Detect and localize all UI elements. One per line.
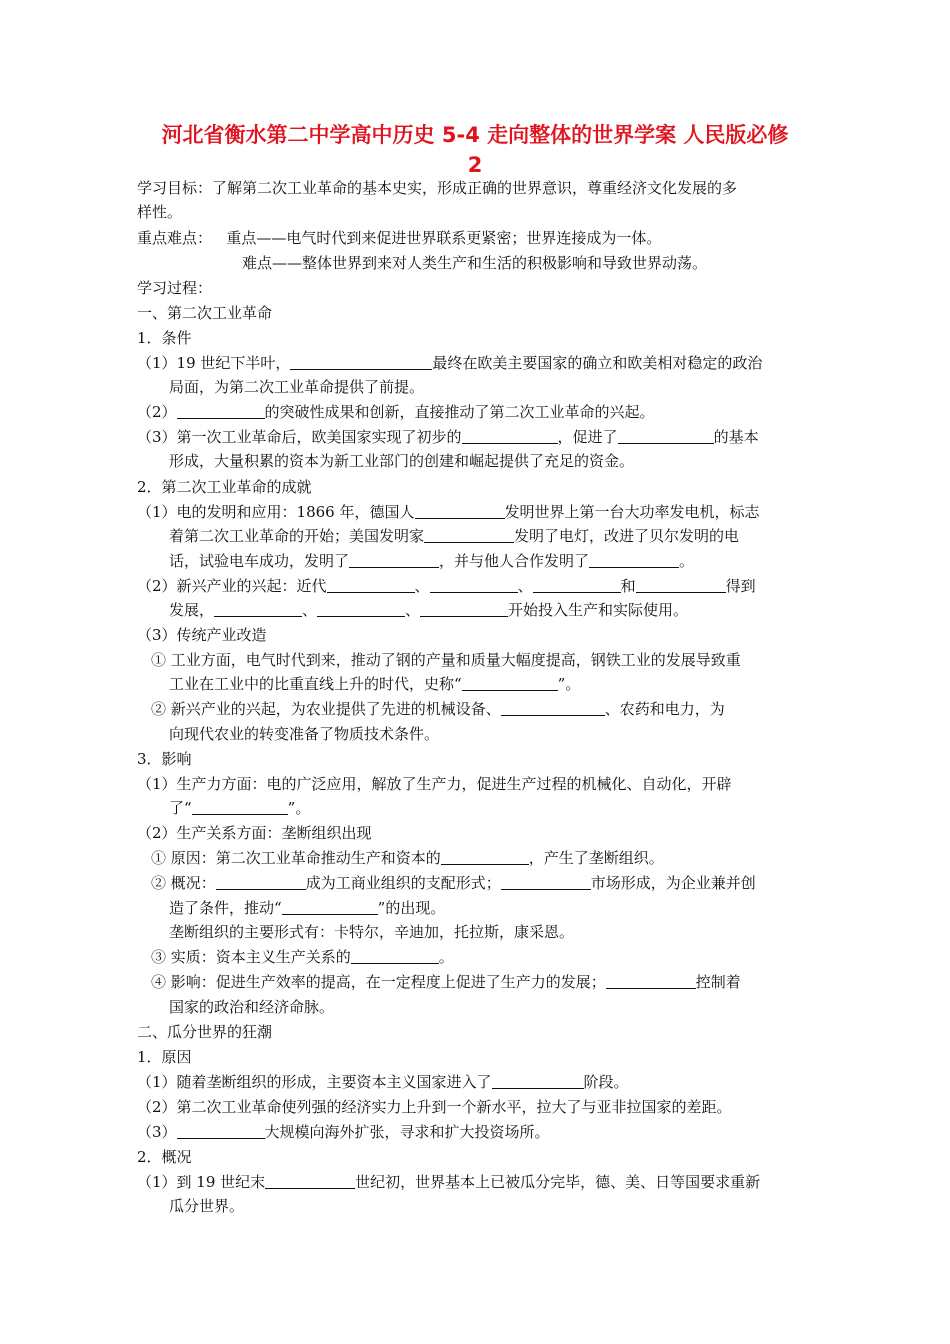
fill-blank[interactable] bbox=[420, 600, 508, 617]
fill-blank[interactable] bbox=[424, 526, 514, 543]
text: 、 bbox=[405, 601, 421, 619]
fill-blank[interactable] bbox=[492, 1072, 584, 1089]
text: 造了条件，推动“ bbox=[169, 899, 282, 917]
fill-blank[interactable] bbox=[290, 353, 432, 370]
fill-blank[interactable] bbox=[192, 798, 288, 815]
text: （2）新兴产业的兴起：近代 bbox=[137, 577, 327, 595]
keypoints-label: 重点难点： bbox=[137, 229, 213, 247]
objective-line-2: 样性。 bbox=[137, 203, 183, 221]
text: 。 bbox=[438, 948, 454, 966]
fill-blank[interactable] bbox=[349, 551, 439, 568]
s1-c1-item-3-cont: 形成，大量积累的资本为新工业部门的创建和崛起提供了充足的资金。 bbox=[169, 452, 635, 470]
fill-blank[interactable] bbox=[462, 674, 558, 691]
text: 着第二次工业革命的开始；美国发明家 bbox=[169, 527, 425, 545]
text: 控制着 bbox=[695, 973, 741, 991]
s1-c3-item-2-4-cont: 国家的政治和经济命脉。 bbox=[169, 998, 335, 1016]
text: 成为工商业组织的支配形式； bbox=[305, 874, 501, 892]
fill-blank[interactable] bbox=[351, 947, 439, 964]
fill-blank[interactable] bbox=[216, 873, 306, 890]
text: 发展， bbox=[169, 601, 215, 619]
text: （3） bbox=[137, 1123, 177, 1141]
fill-blank[interactable] bbox=[317, 600, 405, 617]
text: （1）电的发明和应用：1866 年，德国人 bbox=[137, 503, 415, 521]
s1-c2-item-3-1: ① 工业方面，电气时代到来，推动了钢的产量和质量大幅度提高，钢铁工业的发展导致重 bbox=[151, 651, 741, 669]
text: 、 bbox=[302, 601, 318, 619]
fill-blank[interactable] bbox=[533, 576, 621, 593]
fill-blank[interactable] bbox=[265, 1172, 355, 1189]
text: ，并与他人合作发明了 bbox=[439, 552, 590, 570]
text: （1）19 世纪下半叶， bbox=[137, 354, 291, 372]
s1-c2-item-3-1-cont bbox=[169, 672, 580, 696]
fill-blank[interactable] bbox=[618, 427, 714, 444]
text: 。 bbox=[679, 552, 695, 570]
objective-line-1: 学习目标：了解第二次工业革命的基本史实，形成正确的世界意识，尊重经济文化发展的多 bbox=[137, 179, 738, 197]
s1-c3-item-2-4 bbox=[151, 970, 741, 994]
s1-c2-heading: 2．第二次工业革命的成就 bbox=[137, 478, 312, 496]
text: 的突破性成果和创新，直接推动了第二次工业革命的兴起。 bbox=[264, 403, 655, 421]
s1-c1-heading: 1．条件 bbox=[137, 329, 192, 347]
s1-c3-item-2-1 bbox=[151, 846, 664, 870]
text: 得到 bbox=[725, 577, 756, 595]
text: 、 bbox=[517, 577, 533, 595]
text: 开始投入生产和实际使用。 bbox=[508, 601, 689, 619]
s2-c1-item-2: （2）第二次工业革命使列强的经济实力上升到一个新水平，拉大了与亚非拉国家的差距。 bbox=[137, 1098, 732, 1116]
text: （2） bbox=[137, 403, 177, 421]
fill-blank[interactable] bbox=[282, 898, 378, 915]
s1-c3-item-2-3 bbox=[151, 945, 454, 969]
text: 话，试验电车成功，发明了 bbox=[169, 552, 350, 570]
text: （1）随着垄断组织的形成，主要资本主义国家进入了 bbox=[137, 1073, 492, 1091]
text: ”。 bbox=[287, 799, 311, 817]
text: ① 原因：第二次工业革命推动生产和资本的 bbox=[151, 849, 441, 867]
text: 和 bbox=[620, 577, 636, 595]
text: （3）第一次工业革命后，欧美国家实现了初步的 bbox=[137, 428, 462, 446]
s1-c2-item-3: （3）传统产业改造 bbox=[137, 626, 267, 644]
fill-blank[interactable] bbox=[441, 848, 529, 865]
text: ”。 bbox=[557, 675, 581, 693]
s2-c2-item-1-cont: 瓜分世界。 bbox=[169, 1197, 245, 1215]
s1-c1-item-1-cont: 局面，为第二次工业革命提供了前提。 bbox=[169, 378, 425, 396]
s2-c2-item-1 bbox=[137, 1170, 760, 1194]
s1-c3-heading: 3．影响 bbox=[137, 750, 192, 768]
title-line-1: 河北省衡水第二中学高中历史 5-4 走向整体的世界学案 人民版必修 bbox=[161, 123, 789, 147]
text: ③ 实质：资本主义生产关系的 bbox=[151, 948, 351, 966]
fill-blank[interactable] bbox=[589, 551, 679, 568]
s1-c2-item-1-cont2 bbox=[169, 549, 694, 573]
text: ② 概况： bbox=[151, 874, 216, 892]
fill-blank[interactable] bbox=[415, 502, 505, 519]
s2-c2-heading: 2．概况 bbox=[137, 1148, 192, 1166]
s1-c2-item-3-2-cont: 向现代农业的转变准备了物质技术条件。 bbox=[169, 725, 440, 743]
s1-c2-item-3-2 bbox=[151, 697, 725, 721]
s1-c1-item-2 bbox=[137, 400, 655, 424]
process-label: 学习过程： bbox=[137, 279, 213, 297]
title-line-2: 2 bbox=[467, 153, 483, 177]
text: ④ 影响：促进生产效率的提高，在一定程度上促进了生产力的发展； bbox=[151, 973, 606, 991]
s1-c2-item-2 bbox=[137, 574, 756, 598]
s1-c3-item-2-2-cont bbox=[169, 896, 445, 920]
s1-c3-item-1: （1）生产力方面：电的广泛应用，解放了生产力，促进生产过程的机械化、自动化，开辟 bbox=[137, 775, 732, 793]
keypoints-line bbox=[137, 226, 661, 250]
text: ，促进了 bbox=[557, 428, 618, 446]
fill-blank[interactable] bbox=[177, 402, 265, 419]
s2-c1-heading: 1．原因 bbox=[137, 1048, 192, 1066]
s1-c3-item-1-cont bbox=[169, 796, 310, 820]
text: 市场形成，为企业兼并创 bbox=[590, 874, 756, 892]
fill-blank[interactable] bbox=[501, 699, 605, 716]
fill-blank[interactable] bbox=[177, 1122, 265, 1139]
keypoints-hard: 难点——整体世界到来对人类生产和生活的积极影响和导致世界动荡。 bbox=[242, 254, 708, 272]
s1-c3-item-2: （2）生产关系方面：垄断组织出现 bbox=[137, 824, 372, 842]
fill-blank[interactable] bbox=[636, 576, 726, 593]
text: 发明了电灯，改进了贝尔发明的电 bbox=[514, 527, 740, 545]
fill-blank[interactable] bbox=[214, 600, 302, 617]
text: 发明世界上第一台大功率发电机，标志 bbox=[504, 503, 760, 521]
text: 大规模向海外扩张，寻求和扩大投资场所。 bbox=[264, 1123, 550, 1141]
section-1-heading: 一、第二次工业革命 bbox=[137, 304, 273, 322]
text: 、 bbox=[414, 577, 430, 595]
s1-c2-item-1 bbox=[137, 500, 760, 524]
text: 工业在工业中的比重直线上升的时代，史称“ bbox=[169, 675, 462, 693]
s2-c1-item-1 bbox=[137, 1070, 629, 1094]
fill-blank[interactable] bbox=[462, 427, 558, 444]
fill-blank[interactable] bbox=[606, 972, 696, 989]
keypoints-key: 重点——电气时代到来促进世界联系更紧密；世界连接成为一体。 bbox=[226, 229, 662, 247]
s1-c2-item-2-cont bbox=[169, 598, 688, 622]
s1-c2-item-1-cont bbox=[169, 524, 739, 548]
s1-c1-item-1 bbox=[137, 351, 762, 375]
section-2-heading: 二、瓜分世界的狂潮 bbox=[137, 1023, 273, 1041]
text: （1）到 19 世纪末 bbox=[137, 1173, 266, 1191]
text: ，产生了垄断组织。 bbox=[528, 849, 664, 867]
text: ② 新兴产业的兴起，为农业提供了先进的机械设备、 bbox=[151, 700, 501, 718]
text: 世纪初，世界基本上已被瓜分完毕，德、美、日等国要求重新 bbox=[355, 1173, 761, 1191]
document-title bbox=[135, 120, 815, 180]
text: 阶段。 bbox=[583, 1073, 629, 1091]
s1-c3-item-2-2 bbox=[151, 871, 756, 895]
text: 了“ bbox=[169, 799, 192, 817]
s1-c1-item-3 bbox=[137, 425, 759, 449]
text: ”的出现。 bbox=[377, 899, 446, 917]
fill-blank[interactable] bbox=[430, 576, 518, 593]
text: 的基本 bbox=[713, 428, 759, 446]
fill-blank[interactable] bbox=[327, 576, 415, 593]
text: 最终在欧美主要国家的确立和欧美相对稳定的政治 bbox=[432, 354, 763, 372]
fill-blank[interactable] bbox=[501, 873, 591, 890]
s2-c1-item-3 bbox=[137, 1120, 550, 1144]
s1-c3-monopoly-forms: 垄断组织的主要形式有：卡特尔，辛迪加，托拉斯，康采恩。 bbox=[169, 923, 575, 941]
text: 、农药和电力，为 bbox=[604, 700, 725, 718]
